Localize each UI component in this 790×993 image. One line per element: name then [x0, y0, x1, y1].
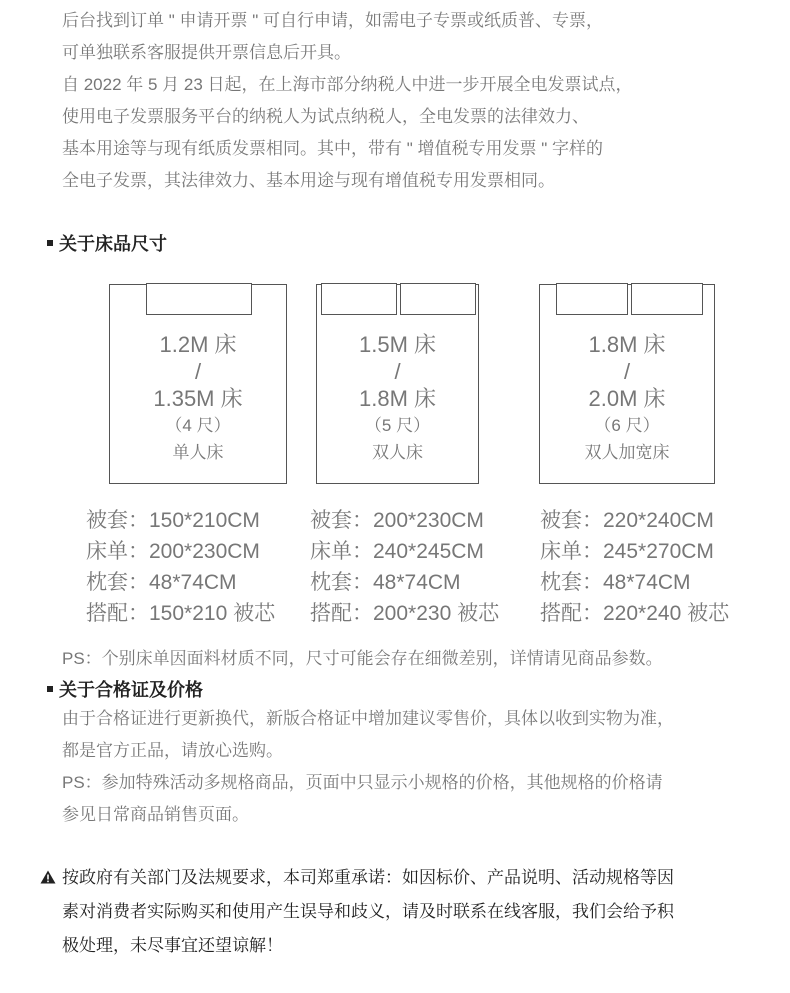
notice-line: 按政府有关部门及法规要求，本司郑重承诺：如因标价、产品说明、活动规格等因: [62, 868, 674, 887]
pillow-shape: [556, 283, 628, 315]
bed-size-slash: /: [623, 359, 631, 384]
bed-chi: （4 尺）: [165, 416, 231, 435]
bed-diagram-label: [540, 331, 714, 466]
spec-matching-quilt: 搭配：150*210 被芯: [86, 602, 276, 625]
bed-size-line1: 1.2M 床: [159, 332, 237, 357]
bed-spec-list-single: [86, 505, 275, 629]
certificate-price-section-title: [47, 676, 203, 702]
notice-line: 极处理，未尽事宜还望谅解！: [62, 936, 283, 955]
intro-line: 全电子发票，其法律效力、基本用途与现有增值税专用发票相同。: [62, 171, 555, 190]
bed-size-slash: /: [394, 359, 401, 384]
cert-line: 由于合格证进行更新换代，新版合格证中增加建议零售价，具体以收到实物为准，: [62, 709, 674, 728]
certificate-price-paragraph: [62, 703, 674, 831]
bullet-icon: [47, 686, 53, 692]
bed-diagram-double: [316, 284, 479, 484]
spec-pillowcase: 枕套：48*74CM: [310, 571, 461, 594]
bed-spec-list-double: [310, 505, 499, 629]
bed-diagram-label: [110, 331, 286, 466]
bed-size-ps-note: PS：个别床单因面料材质不同，尺寸可能会存在细微差别，详情请见商品参数。: [62, 649, 663, 668]
pillow-shape: [321, 283, 397, 315]
bed-diagram-label: [317, 331, 478, 466]
bed-size-line2: 2.0M 床: [588, 386, 666, 411]
bed-type: 双人床: [372, 443, 423, 462]
bed-size-line1: 1.5M 床: [358, 332, 437, 357]
spec-duvet-cover: 被套：150*210CM: [86, 509, 260, 532]
cert-line: 都是官方正品，请放心选购。: [62, 741, 283, 760]
intro-line: 可单独联系客服提供开票信息后开具。: [62, 43, 351, 62]
bed-diagram-single: [109, 284, 287, 484]
bed-size-line2: 1.35M 床: [153, 386, 243, 411]
cert-line: 参见日常商品销售页面。: [62, 805, 249, 824]
notice-line: 素对消费者实际购买和使用产生误导和歧义，请及时联系在线客服，我们会给予积: [62, 902, 674, 921]
cert-line: PS：参加特殊活动多规格商品，页面中只显示小规格的价格，其他规格的价格请: [62, 773, 663, 792]
section-title-text: 关于床品尺寸: [59, 234, 167, 254]
warning-icon: [40, 870, 56, 884]
pillow-shape: [631, 283, 703, 315]
bed-size-slash: /: [194, 359, 202, 384]
bed-chi: （5 尺）: [364, 416, 431, 435]
compliance-notice: [40, 861, 750, 963]
spec-matching-quilt: 搭配：220*240 被芯: [540, 602, 730, 625]
intro-line: 自 2022 年 5 月 23 日起，在上海市部分纳税人中进一步开展全电发票试点，: [62, 75, 633, 94]
bed-type: 双人加宽床: [584, 443, 670, 462]
bed-chi: （6 尺）: [594, 416, 660, 435]
bed-size-section-title: [47, 230, 167, 256]
spec-pillowcase: 枕套：48*74CM: [86, 571, 237, 594]
bed-diagram-wide-double: [539, 284, 715, 484]
intro-line: 基本用途等与现有纸质发票相同。其中，带有 " 增值税专用发票 " 字样的: [62, 139, 603, 158]
bed-spec-list-wide-double: [540, 505, 729, 629]
invoice-info-paragraph: [62, 5, 633, 197]
bed-size-line1: 1.8M 床: [588, 332, 666, 357]
spec-sheet: 床单：200*230CM: [86, 540, 260, 563]
spec-matching-quilt: 搭配：200*230 被芯: [310, 602, 500, 625]
pillow-shape: [146, 283, 252, 315]
pillow-shape: [400, 283, 476, 315]
intro-line: 使用电子发票服务平台的纳税人为试点纳税人，全电发票的法律效力、: [62, 107, 589, 126]
spec-sheet: 床单：240*245CM: [310, 540, 484, 563]
section-title-text: 关于合格证及价格: [59, 680, 203, 700]
bed-type: 单人床: [172, 443, 224, 462]
spec-sheet: 床单：245*270CM: [540, 540, 714, 563]
spec-duvet-cover: 被套：220*240CM: [540, 509, 714, 532]
spec-duvet-cover: 被套：200*230CM: [310, 509, 484, 532]
bed-size-line2: 1.8M 床: [358, 386, 437, 411]
spec-pillowcase: 枕套：48*74CM: [540, 571, 691, 594]
intro-line: 后台找到订单 " 申请开票 " 可自行申请，如需电子专票或纸质普、专票，: [62, 11, 603, 30]
bullet-icon: [47, 240, 53, 246]
